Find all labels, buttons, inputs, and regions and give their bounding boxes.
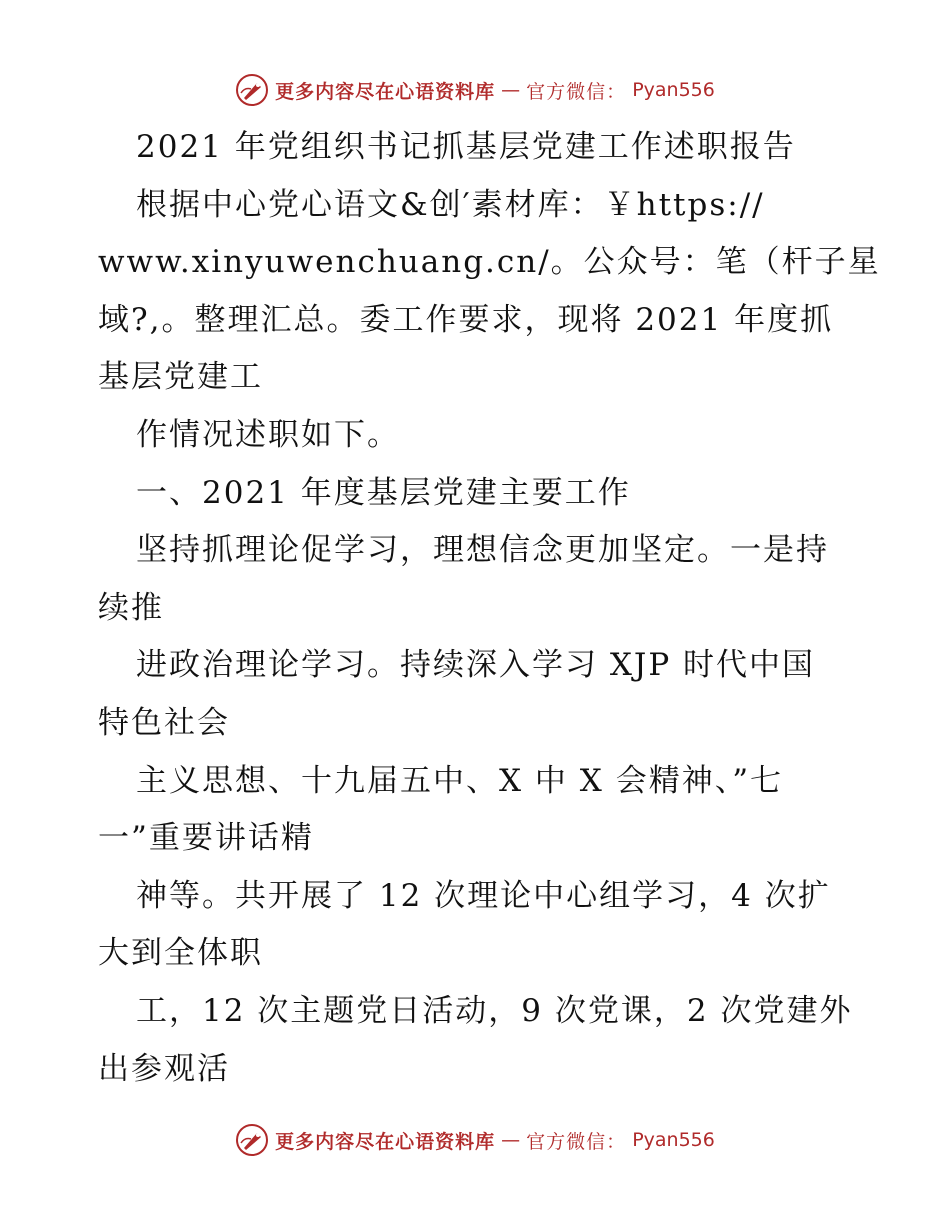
banner-brand-text: 更多内容尽在心语资料库 [275,1130,496,1153]
banner-wechat-handle: Pyan556 [632,1129,715,1151]
banner-wechat-handle: Pyan556 [632,79,715,101]
paragraph-line: 坚持抓理论促学习，理想信念更加坚定。一是持 [136,532,829,569]
paragraph-line: 大到全体职 [98,935,263,972]
banner-wechat-label: 官方微信： [526,80,627,103]
paragraph-line: 特色社会 [98,704,230,741]
paragraph-line: 续推 [98,589,164,626]
paragraph-line: 基层党建工 [98,359,263,396]
paragraph-line: 域?,。整理汇总。委工作要求，现将 2021 年度抓 [98,301,834,338]
paragraph-line: 根据中心党心语文&创′素材库：￥https:// [136,186,765,223]
document-title: 2021 年党组织书记抓基层党建工作述职报告 [136,129,796,165]
document-body [98,119,881,1098]
banner-separator: — [501,79,521,101]
header-watermark-banner [0,70,950,110]
paragraph-line: 一”重要讲话精 [98,820,314,857]
banner-separator: — [501,1129,521,1151]
paragraph-line: www.xinyuwenchuang.cn/。公众号：笔（杆子星 [98,244,881,281]
banner-brand-text: 更多内容尽在心语资料库 [275,80,496,103]
paragraph-line: 出参观活 [98,1050,230,1087]
pen-nib-logo-icon [235,73,269,107]
banner-wechat-label: 官方微信： [526,1130,627,1153]
paragraph-line: 工，12 次主题党日活动，9 次党课，2 次党建外 [136,992,853,1029]
pen-nib-logo-icon [235,1123,269,1157]
paragraph-line: 进政治理论学习。持续深入学习 XJP 时代中国 [136,647,816,684]
paragraph-line: 作情况述职如下。 [136,416,400,453]
paragraph-line: 主义思想、十九届五中、X 中 X 会精神、”七 [136,762,784,799]
section-heading: 一、2021 年度基层党建主要工作 [136,474,631,511]
footer-watermark-banner [0,1120,950,1160]
paragraph-line: 神等。共开展了 12 次理论中心组学习，4 次扩 [136,877,831,914]
